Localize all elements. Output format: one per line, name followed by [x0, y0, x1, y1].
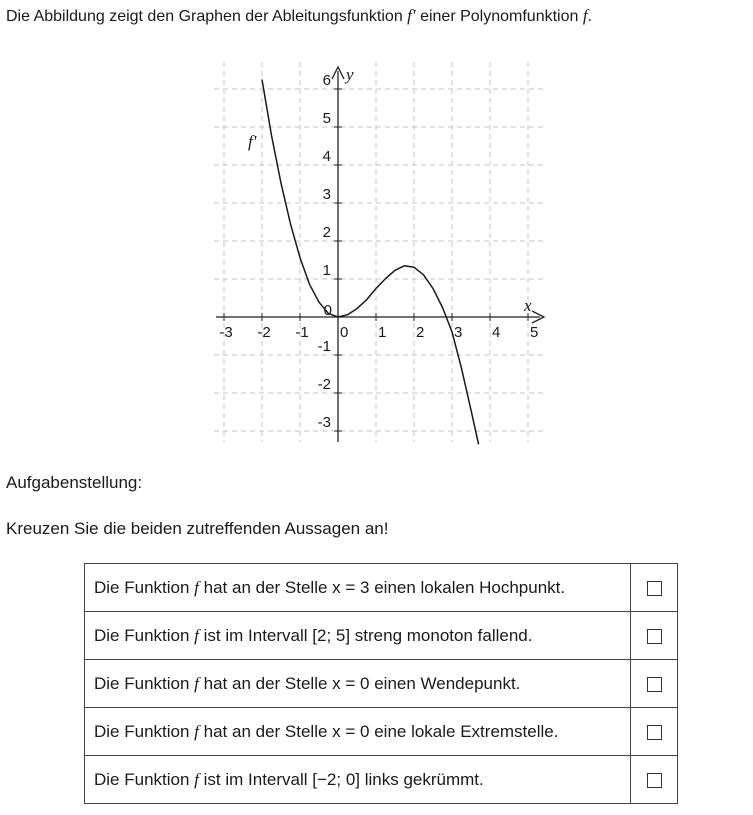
statement-row [85, 564, 678, 612]
statement-pre: Die Funktion [94, 577, 195, 597]
statement-row [85, 660, 678, 708]
statement-pre: Die Funktion [94, 769, 195, 789]
curve-label: f' [248, 132, 257, 151]
statement-var: f [194, 577, 199, 597]
statement-pre: Die Funktion [94, 721, 195, 741]
statement-row [85, 708, 678, 756]
checkbox-cell[interactable] [631, 612, 678, 660]
statement-text [85, 612, 631, 660]
y-axis-label: y [346, 65, 354, 84]
x-tick-label: 4 [492, 324, 501, 341]
x-tick-label: -1 [295, 324, 309, 341]
intro-before: Die Abbildung zeigt den Graphen der Ableitungsfunktion [6, 8, 408, 25]
checkbox-cell[interactable] [631, 756, 678, 804]
y-tick-label: 4 [322, 148, 331, 165]
answer-checkbox[interactable] [647, 773, 662, 788]
statement-text [85, 660, 631, 708]
intro-end: . [587, 8, 593, 25]
statement-post: hat an der Stelle x = 3 einen lokalen Hochpunkt. [198, 577, 566, 597]
statement-text [85, 756, 631, 804]
y-tick-label: 2 [322, 224, 331, 241]
statement-var: f [194, 673, 199, 693]
x-tick-label: 0 [340, 324, 349, 341]
answer-checkbox[interactable] [647, 677, 662, 692]
statement-row [85, 756, 678, 804]
y-tick-label: 6 [322, 72, 331, 89]
statement-text [85, 708, 631, 756]
statement-post: ist im Intervall [2; 5] streng monoton fallend. [198, 625, 533, 645]
y-tick-label: -3 [317, 414, 331, 431]
statement-var: f [194, 625, 199, 645]
checkbox-cell[interactable] [631, 660, 678, 708]
f-symbol: f [582, 6, 588, 25]
statement-var: f [194, 769, 199, 789]
statement-pre: Die Funktion [94, 625, 195, 645]
checkbox-cell[interactable] [631, 708, 678, 756]
answer-checkbox[interactable] [647, 581, 662, 596]
x-tick-label: -2 [257, 324, 271, 341]
statement-pre: Die Funktion [94, 673, 195, 693]
y-tick-label: 3 [322, 186, 331, 203]
answer-checkbox[interactable] [647, 725, 662, 740]
y-tick-label: -2 [317, 376, 331, 393]
y-tick-label: 5 [322, 110, 331, 127]
y-tick-label: 0 [323, 302, 332, 319]
statement-row [85, 612, 678, 660]
answer-checkbox[interactable] [647, 629, 662, 644]
statement-post: hat an der Stelle x = 0 einen Wendepunkt. [198, 673, 521, 693]
statements-table [84, 563, 678, 804]
statement-post: hat an der Stelle x = 0 eine lokale Extremstelle. [198, 721, 559, 741]
task-heading: Aufgabenstellung: [6, 473, 143, 492]
fprime-symbol: f′ [407, 6, 416, 25]
curve-fprime [262, 80, 479, 445]
x-tick-label: 1 [378, 324, 387, 341]
statement-text [85, 564, 631, 612]
statement-post: ist im Intervall [−2; 0] links gekrümmt. [198, 769, 484, 789]
y-tick-label: -1 [317, 338, 331, 355]
y-tick-label: 1 [322, 262, 331, 279]
x-tick-label: 3 [454, 324, 463, 341]
task-instruction: Kreuzen Sie die beiden zutreffenden Aussagen an! [6, 519, 389, 538]
checkbox-cell[interactable] [631, 564, 678, 612]
x-axis-label: x [524, 296, 532, 315]
x-tick-label: 2 [416, 324, 425, 341]
x-tick-label: -3 [219, 324, 233, 341]
x-tick-label: 5 [530, 324, 539, 341]
statement-var: f [194, 721, 199, 741]
intro-middle: einer Polynomfunktion [415, 8, 583, 25]
